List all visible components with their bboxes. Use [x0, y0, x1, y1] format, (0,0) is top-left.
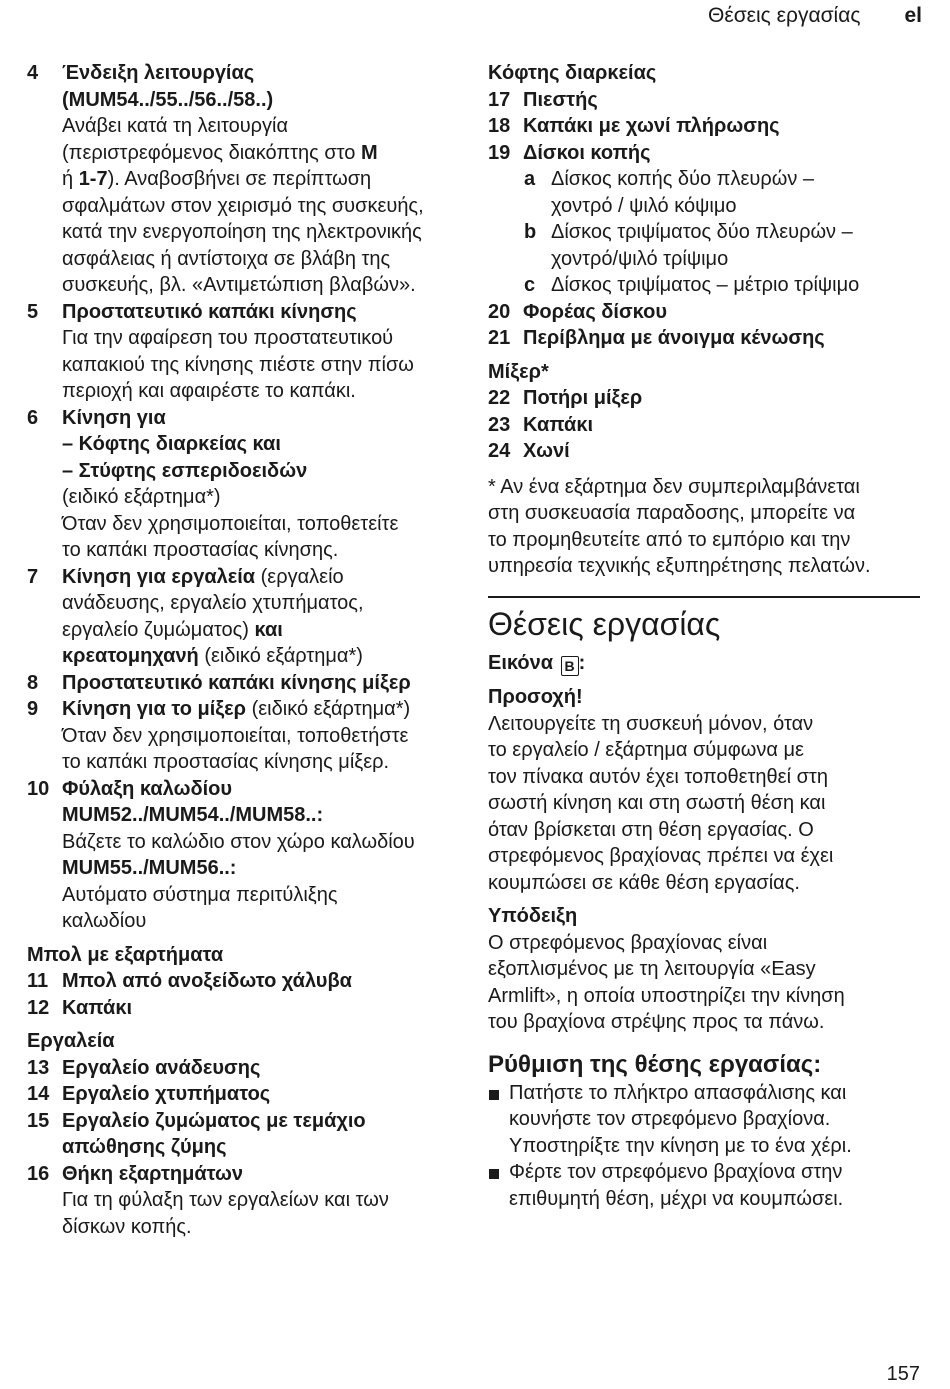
caution-line: στρεφόμενος βραχίονας πρέπει να έχει — [488, 845, 834, 867]
sub-item-letter: c — [524, 274, 536, 296]
item-title: Δίσκοι κοπής — [523, 141, 651, 164]
item-title: Πιεστής — [523, 88, 598, 111]
model-heading: MUM52../MUM54../MUM58..: — [62, 804, 324, 826]
item-title: Ποτήρι μίξερ — [523, 387, 643, 409]
item-title: Κίνηση για — [62, 406, 166, 429]
item-number: 8 — [27, 671, 39, 694]
item-number: 4 — [27, 62, 39, 84]
item-title: Εργαλείο χτυπήματος — [62, 1083, 271, 1105]
figure-reference — [488, 650, 928, 677]
bullet-item-1 — [488, 1080, 928, 1160]
item-number: 12 — [27, 996, 50, 1019]
item-number: 9 — [27, 698, 39, 720]
item-number: 6 — [27, 406, 39, 429]
item-number: 15 — [27, 1109, 50, 1132]
item-text — [62, 696, 467, 723]
item-title: Εργαλείο ανάδευσης — [62, 1056, 261, 1079]
left-column — [27, 60, 467, 1240]
bullet-line: Υποστηρίξτε την κίνηση με το ένα χέρι. — [509, 1134, 852, 1157]
list-item-18 — [488, 113, 928, 140]
item-text: (ειδικό εξάρτημα*) — [62, 486, 221, 508]
hint-line: Armlift», η οποία υποστηρίζει την κίνηση — [488, 984, 845, 1007]
hint-title: Υπόδειξη — [488, 905, 578, 927]
caution-line: όταν βρίσκεται στη θέση εργασίας. Ο — [488, 818, 814, 841]
text-run: ή — [62, 168, 79, 190]
item-text: ασφάλειας ή αντίστοιχα σε βλάβη της — [62, 247, 391, 270]
item-title: Φύλαξη καλωδίου — [62, 777, 233, 800]
text-run-bold: κρεατομηχανή — [62, 645, 199, 667]
item-title: Θήκη εξαρτημάτων — [62, 1162, 244, 1185]
item-number: 21 — [488, 327, 511, 349]
sub-item-a — [488, 166, 928, 219]
item-number: 16 — [27, 1162, 50, 1185]
list-item-8 — [27, 670, 467, 697]
item-number: 19 — [488, 141, 511, 164]
item-body — [62, 1108, 467, 1161]
item-title: Μπολ από ανοξείδωτο χάλυβα — [62, 970, 352, 992]
bullet-line: Φέρτε τον στρεφόμενο βραχίονα στην — [509, 1161, 843, 1183]
figure-label: Εικόνα — [488, 651, 559, 674]
list-item-20 — [488, 299, 928, 326]
list-item-6 — [27, 405, 467, 564]
item-number: 22 — [488, 387, 511, 409]
text-run: (ειδικό εξάρτημα*) — [246, 698, 411, 720]
list-item-24 — [488, 438, 928, 465]
hint-line: Ο στρεφόμενος βραχίονας είναι — [488, 931, 768, 954]
item-text: το καπάκι προστασίας κίνησης μίξερ. — [62, 751, 390, 773]
item-number: 7 — [27, 565, 39, 588]
list-item-15 — [27, 1108, 467, 1161]
list-item-14 — [27, 1081, 467, 1108]
model-heading: MUM55../MUM56..: — [62, 857, 237, 879]
page-number: 157 — [886, 1363, 920, 1385]
item-text: Για τη φύλαξη των εργαλείων και των — [62, 1189, 389, 1211]
list-item-12 — [27, 995, 467, 1022]
item-body — [62, 1161, 467, 1241]
item-number: 23 — [488, 413, 511, 436]
list-item-22 — [488, 385, 928, 412]
text-run-bold: 1-7 — [78, 168, 108, 190]
footnote-line: το προμηθευτείτε από το εμπόριο και την — [488, 528, 851, 551]
item-body — [551, 166, 928, 219]
text-run: (ειδικό εξάρτημα*) — [198, 645, 363, 667]
item-text: Όταν δεν χρησιμοποιείται, τοποθετείτε — [62, 512, 399, 535]
item-text: χοντρό / ψιλό κόψιμο — [551, 194, 737, 217]
bullet-line: κουνήστε τον στρεφόμενο βραχίονα. — [509, 1108, 831, 1130]
item-title: (MUM54../55../56../58..) — [62, 88, 274, 111]
bullet-line: επιθυμητή θέση, μέχρι να κουμπώσει. — [509, 1187, 844, 1210]
hint-line: εξοπλισμένος με τη λειτουργία «Easy — [488, 958, 816, 980]
caution-line: σωστή κίνηση και στη σωστή θέση και — [488, 792, 826, 814]
list-item-23 — [488, 412, 928, 439]
text-run-bold: και — [254, 618, 283, 641]
item-title: – Στύφτης εσπεριδοειδών — [62, 459, 308, 482]
list-item-11 — [27, 968, 467, 995]
text-run: ). Αναβοσβήνει σε περίπτωση — [107, 168, 372, 190]
sub-item-c — [488, 272, 928, 299]
text-run-bold: Κίνηση για εργαλεία — [62, 565, 256, 588]
bullet-item-2 — [488, 1159, 928, 1212]
group-heading-mixer: Μίξερ* — [488, 360, 549, 383]
caution-title: Προσοχή! — [488, 686, 583, 708]
item-title: Φορέας δίσκου — [523, 300, 667, 323]
subsection-title: Ρύθμιση της θέσης εργασίας: — [488, 1050, 822, 1078]
item-number: 10 — [27, 777, 50, 800]
list-item-13 — [27, 1055, 467, 1082]
list-item-7 — [27, 564, 467, 670]
item-text: Δίσκος τριψίματος – μέτριο τρίψιμο — [551, 274, 860, 296]
square-bullet-icon — [488, 1080, 509, 1160]
item-number: 13 — [27, 1056, 50, 1079]
item-text: Δίσκος κοπής δύο πλευρών – — [551, 168, 815, 190]
right-column — [488, 60, 928, 1212]
list-item-17 — [488, 87, 928, 114]
item-text: Δίσκος τριψίματος δύο πλευρών – — [551, 221, 853, 243]
item-title: Καπάκι — [62, 996, 133, 1019]
section-divider — [488, 596, 920, 598]
item-number: 17 — [488, 88, 511, 111]
hint-text — [488, 930, 928, 1036]
item-number: 18 — [488, 115, 511, 137]
item-text: Όταν δεν χρησιμοποιείται, τοποθετήστε — [62, 724, 409, 747]
item-text: κατά την ενεργοποίηση της ηλεκτρονικής — [62, 221, 422, 243]
caution-text — [488, 711, 928, 897]
list-item-9 — [27, 696, 467, 776]
item-text: Για την αφαίρεση του προστατευτικού — [62, 327, 394, 349]
item-text: ανάδευσης, εργαλείο χτυπήματος, — [62, 592, 364, 614]
item-text — [62, 166, 467, 193]
item-text — [62, 564, 467, 591]
item-title: Εργαλείο ζυμώματος με τεμάχιο — [62, 1109, 366, 1132]
group-heading-slicer: Κόφτης διαρκείας — [488, 62, 657, 84]
figure-colon: : — [578, 651, 586, 674]
item-title: Περίβλημα με άνοιγμα κένωσης — [523, 327, 825, 349]
item-number: 5 — [27, 300, 39, 323]
item-body — [62, 696, 467, 776]
item-body — [551, 219, 928, 272]
item-text: δίσκων κοπής. — [62, 1215, 192, 1238]
item-title: – Κόφτης διαρκείας και — [62, 433, 281, 455]
item-body — [62, 60, 467, 299]
caution-line: τον πίνακα αυτόν έχει τοποθετηθεί στη — [488, 765, 828, 788]
text-run: εργαλείο ζυμώματος) — [62, 618, 255, 641]
header-language-code: el — [904, 4, 922, 27]
sub-item-letter: a — [524, 168, 536, 190]
sub-item-b — [488, 219, 928, 272]
list-item-4 — [27, 60, 467, 299]
page-header — [708, 3, 922, 29]
item-text: Αυτόματο σύστημα περιτύλιξης — [62, 883, 338, 906]
item-title: Προστατευτικό καπάκι κίνησης — [62, 300, 357, 323]
item-number: 20 — [488, 300, 511, 323]
bullet-body — [509, 1159, 928, 1212]
item-number: 24 — [488, 440, 511, 462]
figure-box-icon: B — [561, 656, 579, 676]
item-text: Βάζετε το καλώδιο στον χώρο καλωδίου — [62, 830, 415, 853]
item-title: Καπάκι με χωνί πλήρωσης — [523, 115, 780, 137]
item-body — [62, 564, 467, 670]
item-text — [62, 140, 467, 167]
section-title: Θέσεις εργασίας — [488, 605, 721, 642]
item-number: 11 — [27, 970, 49, 992]
item-title: απώθησης ζύμης — [62, 1136, 227, 1158]
item-text: καπακιού της κίνησης πιέστε στην πίσω — [62, 353, 414, 376]
group-heading-bowl: Μπολ με εξαρτήματα — [27, 943, 224, 966]
list-item-5 — [27, 299, 467, 405]
item-text — [62, 617, 467, 644]
text-run: (εργαλείο — [255, 565, 344, 588]
item-text: καλωδίου — [62, 910, 147, 932]
footnote-line: * Αν ένα εξάρτημα δεν συμπεριλαμβάνεται — [488, 475, 860, 498]
caution-line: το εργαλείο / εξάρτημα σύμφωνα με — [488, 739, 804, 761]
footnote — [488, 474, 928, 580]
item-text: περιοχή και αφαιρέστε το καπάκι. — [62, 380, 356, 402]
item-title: Καπάκι — [523, 413, 594, 436]
square-bullet-icon — [488, 1159, 509, 1212]
item-text: χοντρό/ψιλό τρίψιμο — [551, 247, 729, 270]
bullet-body — [509, 1080, 928, 1160]
item-text: το καπάκι προστασίας κίνησης. — [62, 539, 339, 561]
item-title: Χωνί — [523, 440, 570, 462]
sub-item-letter: b — [524, 221, 537, 243]
item-title: Προστατευτικό καπάκι κίνησης μίξερ — [62, 671, 411, 694]
footnote-line: στη συσκευασία παραδοσης, μπορείτε να — [488, 502, 856, 524]
group-heading-tools: Εργαλεία — [27, 1030, 115, 1052]
item-title: Ένδειξη λειτουργίας — [62, 62, 255, 84]
item-body — [62, 776, 467, 935]
footnote-line: υπηρεσία τεχνικής εξυπηρέτησης πελατών. — [488, 555, 871, 577]
header-section-title: Θέσεις εργασίας — [708, 4, 861, 27]
item-number: 14 — [27, 1083, 50, 1105]
list-item-21 — [488, 325, 928, 352]
hint-line: του βραχίονα στρέψης προς τα πάνω. — [488, 1011, 825, 1033]
list-item-19 — [488, 140, 928, 167]
item-body — [62, 299, 467, 405]
list-item-16 — [27, 1161, 467, 1241]
bullet-line: Πατήστε το πλήκτρο απασφάλισης και — [509, 1081, 847, 1104]
item-body — [62, 405, 467, 564]
item-text: σφαλμάτων στον χειρισμό της συσκευής, — [62, 194, 424, 217]
caution-line: Λειτουργείτε τη συσκευή μόνον, όταν — [488, 712, 814, 735]
text-run-bold: Κίνηση για το μίξερ — [62, 698, 247, 720]
list-item-10 — [27, 776, 467, 935]
item-text: συσκευής, βλ. «Αντιμετώπιση βλαβών». — [62, 274, 416, 296]
caution-line: κουμπώσει σε κάθε θέση εργασίας. — [488, 871, 800, 894]
item-text: Ανάβει κατά τη λειτουργία — [62, 115, 289, 137]
text-run: (περιστρεφόμενος διακόπτης στο — [62, 141, 361, 164]
item-text — [62, 643, 467, 670]
text-run-bold: M — [360, 141, 378, 164]
